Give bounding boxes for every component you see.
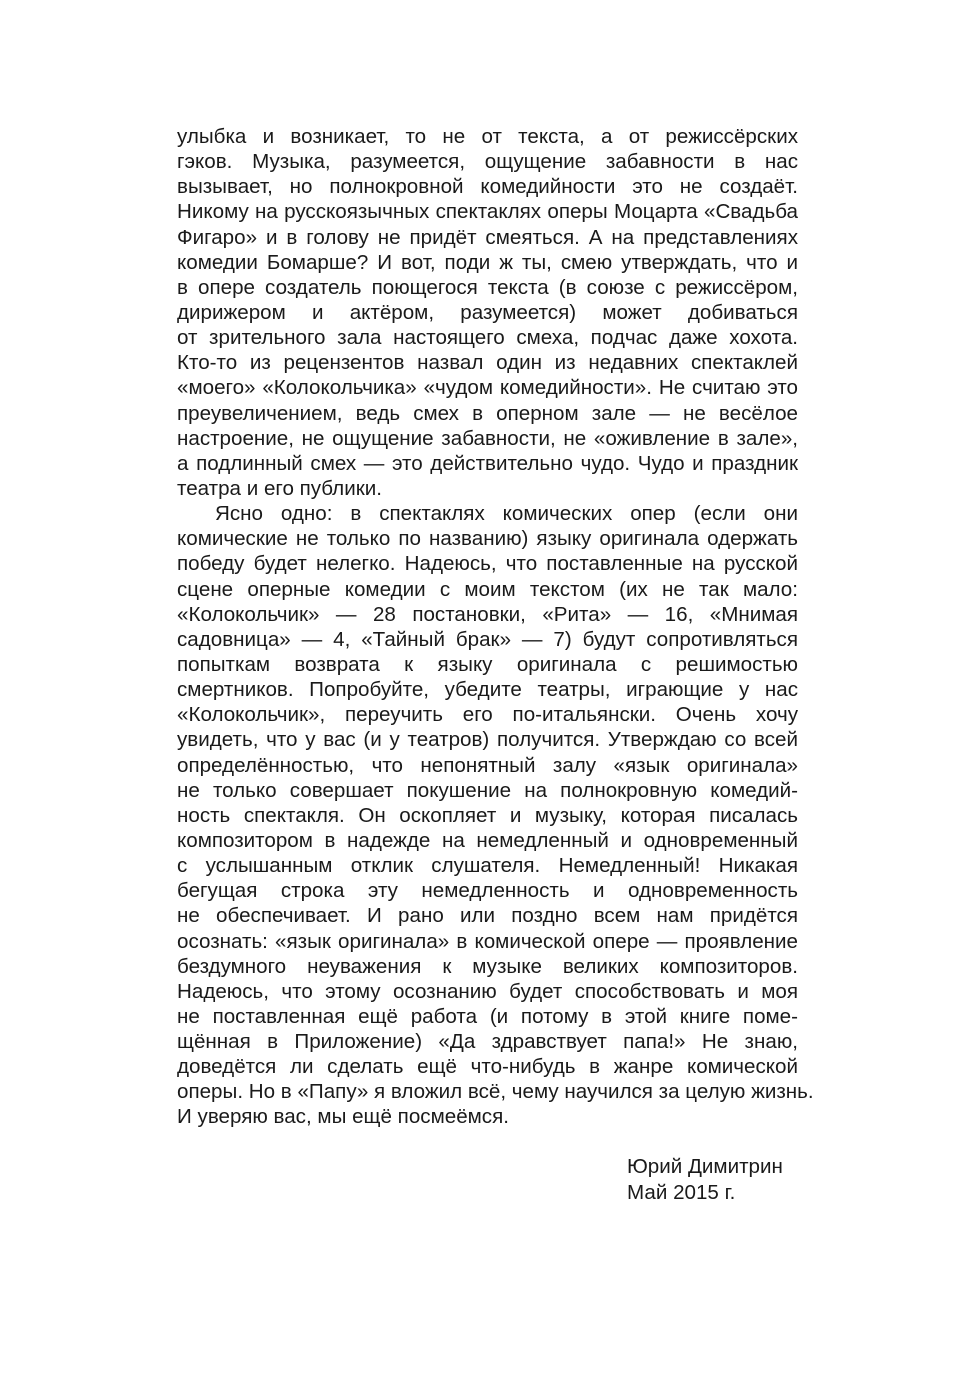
text-line: осознать: «язык оригинала» в комической опере — проявление (177, 929, 798, 953)
paragraph-2 (177, 501, 814, 1130)
paragraph-1 (177, 124, 798, 501)
text-line: не только совершает покушение на полнокровную комедий- (177, 778, 798, 802)
text-line: в опере создатель поющегося текста (в союзе с режиссёром, (177, 275, 798, 299)
signature-block (627, 1154, 783, 1205)
text-line: Никому на русскоязычных спектаклях оперы Моцарта «Свадьба (177, 200, 798, 224)
text-line: комические не только по названию) языку оригинала одержать (177, 527, 798, 551)
text-line: попыткам возврата к языку оригинала с решимостью (177, 652, 798, 676)
text-line: смертников. Попробуйте, убедите театры, играющие у нас (177, 678, 798, 702)
text-line: преувеличением, ведь смех в оперном зале — не весёлое (177, 401, 798, 425)
text-line: театра и его публики. (177, 476, 382, 500)
text-line: не поставленная ещё работа (и потому в этой книге поме- (177, 1004, 798, 1028)
text-line: садовница» — 4, «Тайный брак» — 7) будут сопротивляться (177, 627, 798, 651)
text-line: победу будет нелегко. Надеюсь, что поставленные на русской (177, 552, 798, 576)
text-line: увидеть, что у вас (и у театров) получится. Утверждаю со всей (177, 728, 798, 752)
document-body (177, 124, 814, 1130)
text-line: бегущая строка эту немедленность и одновременность (177, 879, 798, 903)
text-line: Фигаро» и в голову не придёт смеяться. А на представлениях (177, 225, 798, 249)
text-line: композитором в надежде на немедленный и одновременный (177, 828, 798, 852)
text-line: комедии Бомарше? И вот, поди ж ты, смею утверждать, что и (177, 250, 798, 274)
text-line: гэков. Музыка, разумеется, ощущение забавности в нас (177, 150, 798, 174)
text-line: ность спектакля. Он оскопляет и музыку, которая писалась (177, 803, 798, 827)
text-line: улыбка и возникает, то не от текста, а от режиссёрских (177, 125, 798, 148)
text-line: дирижером и актёром, разумеется) может добиваться (177, 300, 798, 324)
text-line: настроение, не ощущение забавности, не «оживление в зале», (177, 426, 798, 450)
text-line: от зрительного зала настоящего смеха, подчас даже хохота. (177, 326, 798, 350)
text-line: бездумного неуважения к музыке великих композиторов. (177, 954, 798, 978)
text-line: вызывает, но полнокровной комедийности это не создаёт. (177, 175, 798, 199)
text-line: Надеюсь, что этому осознанию будет способствовать и моя (177, 979, 798, 1003)
text-line: с услышанным отклик слушателя. Немедленный! Никакая (177, 854, 798, 878)
text-line: «Колокольчик», переучить его по-итальянски. Очень хочу (177, 703, 798, 727)
text-line: а подлинный смех — это действительно чудо. Чудо и праздник (177, 451, 798, 475)
text-line: доведётся ли сделать ещё что-нибудь в жанре комической (177, 1055, 798, 1079)
text-line: щённая в Приложение) «Да здравствует папа!» Не знаю, (177, 1030, 798, 1054)
text-line: не обеспечивает. И рано или поздно всем нам придётся (177, 904, 798, 928)
text-line: определённостью, что непонятный залу «язык оригинала» (177, 753, 798, 777)
author-name: Юрий Димитрин (627, 1155, 783, 1178)
text-line: Ясно одно: в спектаклях комических опер (если они (215, 502, 798, 526)
text-line: «Колокольчик» — 28 постановки, «Рита» — 16, «Мнимая (177, 602, 798, 626)
text-line: «моего» «Колокольчика» «чудом комедийности». Не считаю это (177, 376, 798, 400)
text-line: И уверяю вас, мы ещё посмеёмся. (177, 1105, 509, 1129)
text-line: Кто-то из рецензентов назвал один из недавних спектаклей (177, 351, 798, 375)
text-line: оперы. Но в «Папу» я вложил всё, чему научился за целую жизнь. (177, 1080, 814, 1104)
signature-date: Май 2015 г. (627, 1180, 736, 1204)
text-line: сцене оперные комедии с моим текстом (их не так мало: (177, 577, 798, 601)
